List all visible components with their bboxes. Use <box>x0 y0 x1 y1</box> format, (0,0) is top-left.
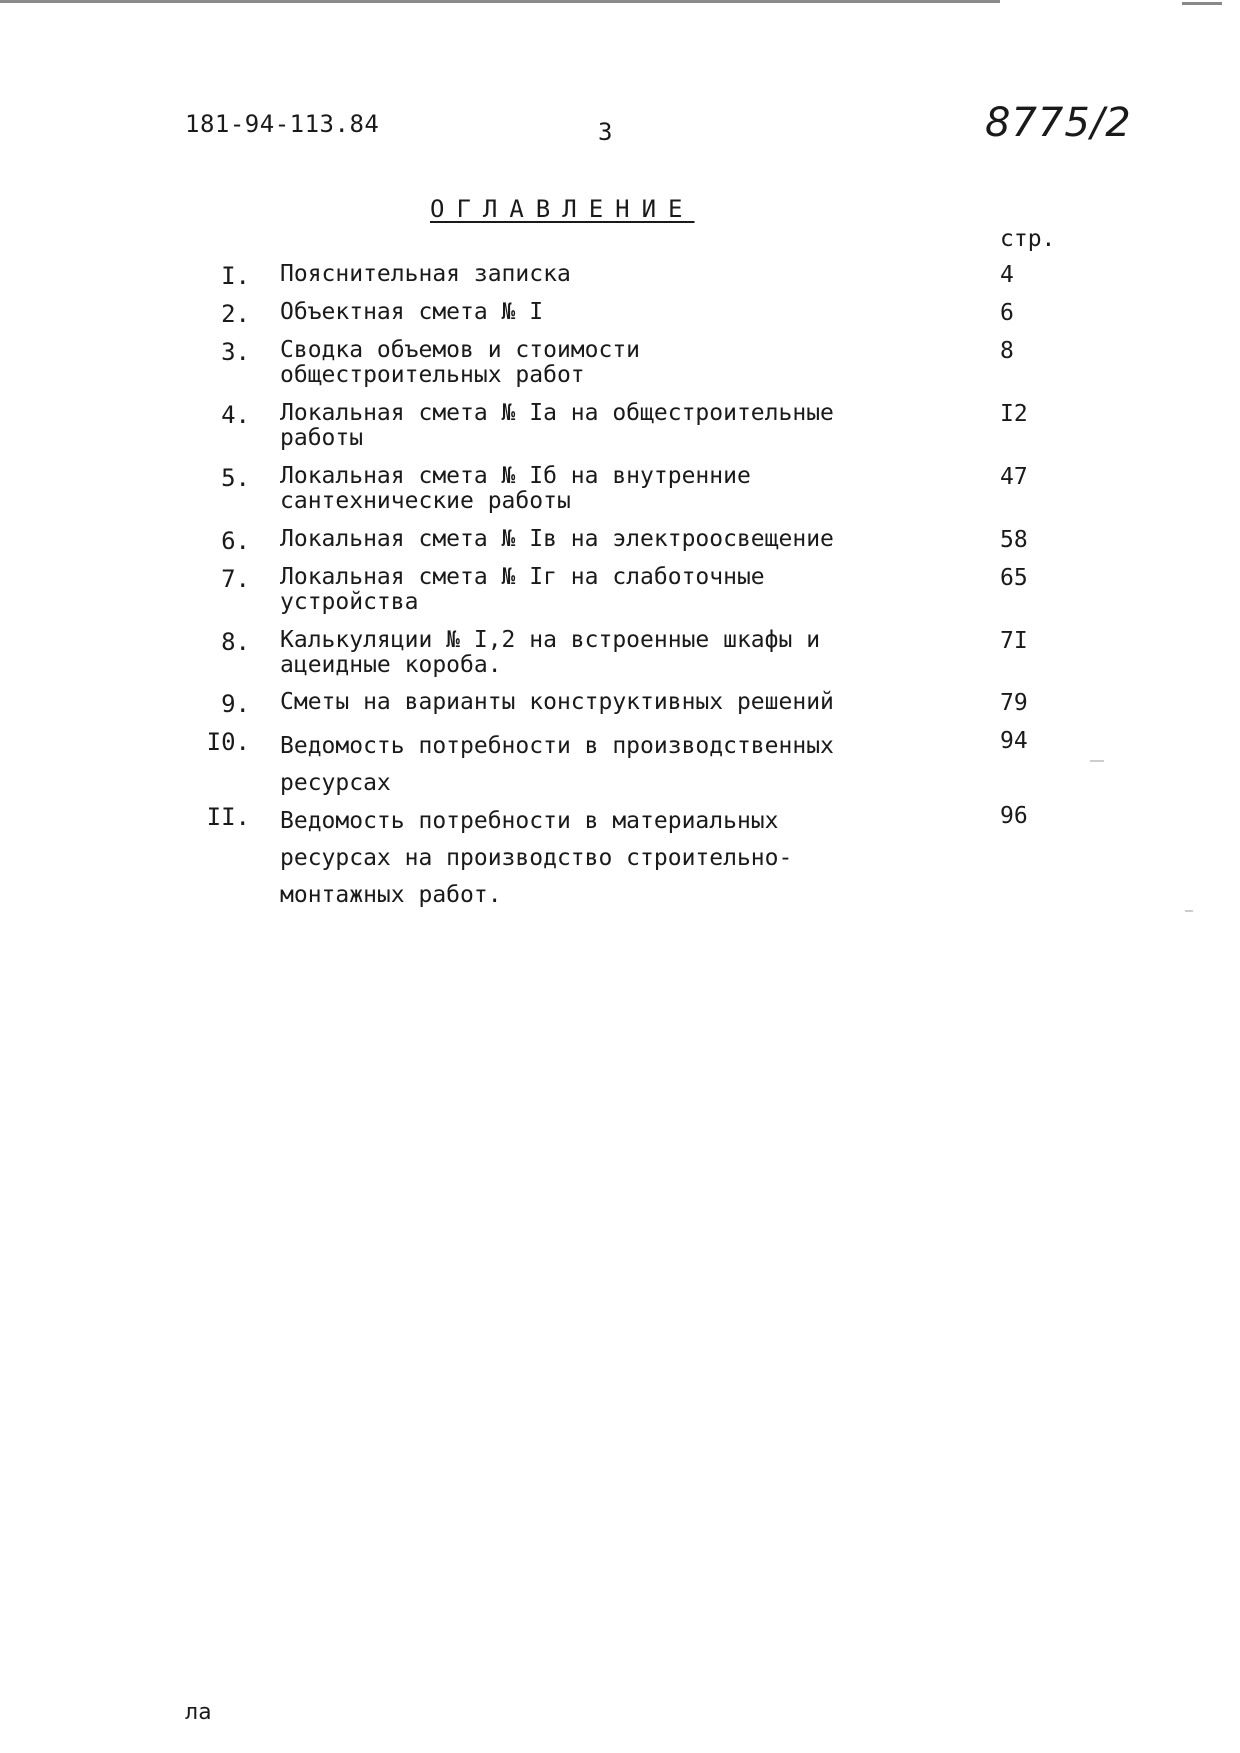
archive-number: 8775/2 <box>985 100 1132 146</box>
toc-item-title: Ведомость потребности в материальных ресурсах на производство строительно- монтажных работ. <box>280 808 793 908</box>
toc-item-page: 79 <box>1000 690 1028 716</box>
toc-item-page: 6 <box>1000 300 1014 326</box>
toc-item-title: Сводка объемов и стоимости общестроительных работ <box>280 337 641 388</box>
toc-item-title: Ведомость потребности в производственных ресурсах <box>280 733 834 796</box>
footer-mark: ла <box>185 1700 212 1725</box>
toc-item-title: Локальная смета № Iг на слаботочные устройства <box>280 564 765 615</box>
toc-item-number: 7. <box>221 565 250 593</box>
toc-item-page: 8 <box>1000 338 1014 364</box>
toc-item-page: 7I <box>1000 628 1028 654</box>
toc-item-page: 96 <box>1000 803 1028 829</box>
document-code: 181-94-113.84 <box>185 110 380 138</box>
page-number: 3 <box>598 118 613 146</box>
toc-title: ОГЛАВЛЕНИЕ <box>430 195 695 223</box>
toc-item-number: 3. <box>221 338 250 366</box>
toc-item-number: 6. <box>221 527 250 555</box>
toc-item-page: 47 <box>1000 464 1028 490</box>
toc-item-title: Пояснительная записка <box>280 261 571 287</box>
toc-item-title: Сметы на варианты конструктивных решений <box>280 689 834 715</box>
toc-item-number: 8. <box>221 628 250 656</box>
toc-item-number: I. <box>221 262 250 290</box>
toc-item-title: Локальная смета № Iа на общестроительные работы <box>280 400 834 451</box>
toc-item-page: 58 <box>1000 527 1028 553</box>
toc-item-title: Объектная смета № I <box>280 299 544 325</box>
toc-item-page: 65 <box>1000 565 1028 591</box>
toc-item-number: 5. <box>221 464 250 492</box>
toc-item-title: Локальная смета № Iб на внутренние сантехнические работы <box>280 463 751 514</box>
toc-item-title: Локальная смета № Iв на электроосвещение <box>280 526 834 552</box>
pages-column-header: стр. <box>1000 226 1056 252</box>
toc-item-number: 9. <box>221 690 250 718</box>
toc-item-title: Калькуляции № I,2 на встроенные шкафы и ацеидные короба. <box>280 627 821 678</box>
toc-item-number: I0. <box>206 728 250 756</box>
toc-item-page: I2 <box>1000 401 1028 427</box>
toc-item-number: 2. <box>221 300 250 328</box>
toc-item-number: II. <box>206 803 250 831</box>
toc-item-page: 94 <box>1000 728 1028 754</box>
toc-item-page: 4 <box>1000 262 1014 288</box>
toc-item-number: 4. <box>221 401 250 429</box>
